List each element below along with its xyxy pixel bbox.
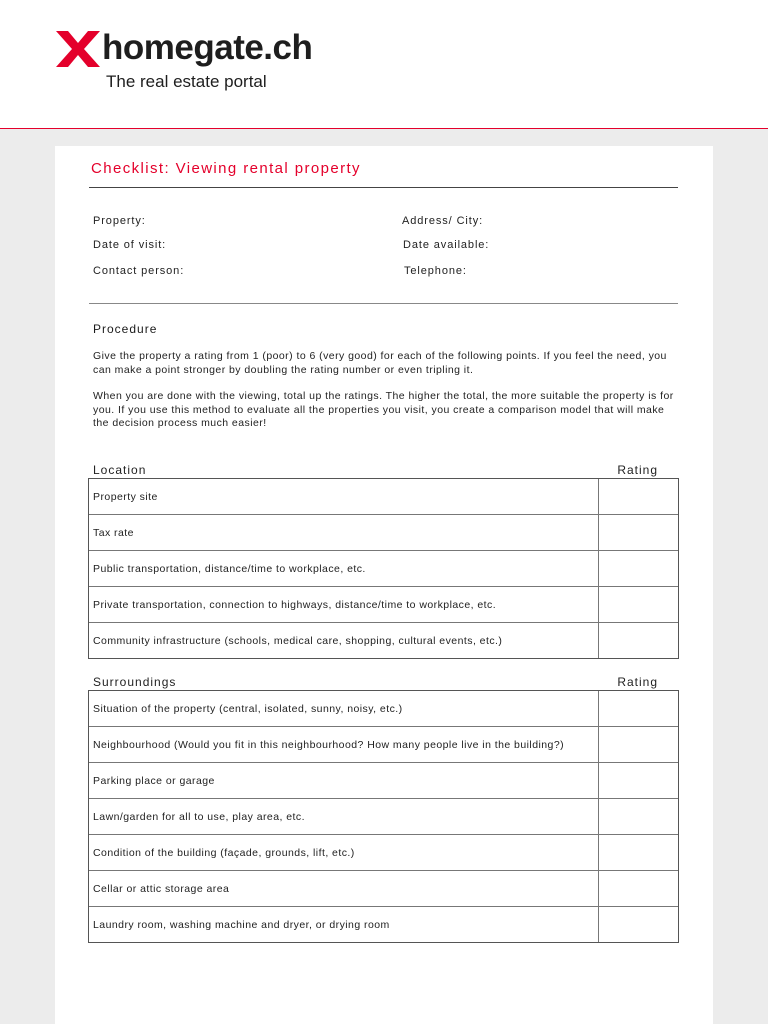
rating-cell[interactable] (598, 479, 678, 514)
rating-cell[interactable] (598, 587, 678, 622)
table-row (89, 835, 678, 871)
checklist-page (55, 146, 713, 1024)
rating-cell[interactable] (598, 551, 678, 586)
procedure-paragraph-2: When you are done with the viewing, total up the ratings. The higher the total, the more suitable the property is for you. If you use this method to evaluate all the properties you visit, you create a comparison model that will make the decision process much easier! (93, 390, 674, 429)
table-row (89, 871, 678, 907)
rating-cell[interactable] (598, 515, 678, 550)
rating-cell[interactable] (598, 623, 678, 658)
location-rating-heading: Rating (617, 463, 658, 477)
property-label: Property: (93, 215, 146, 227)
table-row (89, 479, 678, 515)
contact-person-label: Contact person: (93, 265, 185, 277)
table-row (89, 587, 678, 623)
surroundings-item-label: Condition of the building (façade, grounds, lift, etc.) (93, 846, 355, 859)
rating-cell[interactable] (598, 763, 678, 798)
site-header (0, 0, 768, 129)
location-item-label: Private transportation, connection to highways, distance/time to workplace, etc. (93, 598, 497, 611)
surroundings-item-label: Situation of the property (central, isolated, sunny, noisy, etc.) (93, 702, 403, 715)
date-available-label: Date available: (403, 239, 490, 251)
rating-cell[interactable] (598, 799, 678, 834)
address-city-label: Address/ City: (402, 215, 484, 227)
location-item-label: Property site (93, 490, 158, 503)
table-row (89, 727, 678, 763)
location-item-label: Community infrastructure (schools, medical care, shopping, cultural events, etc.) (93, 634, 503, 647)
brand-name: homegate.ch (102, 28, 313, 67)
procedure-paragraph-1: Give the property a rating from 1 (poor) to 6 (very good) for each of the following points. If you feel the need, you can make a point stronger by doubling the rating number or even tripling it. (93, 350, 667, 376)
title-divider (89, 187, 678, 188)
surroundings-item-label: Parking place or garage (93, 774, 215, 787)
location-item-label: Tax rate (93, 526, 134, 539)
surroundings-item-label: Neighbourhood (Would you fit in this neighbourhood? How many people live in the building?) (93, 738, 565, 751)
surroundings-rating-heading: Rating (617, 675, 658, 689)
page-title: Checklist: Viewing rental property (91, 160, 361, 177)
surroundings-table (88, 690, 679, 943)
surroundings-item-label: Lawn/garden for all to use, play area, etc. (93, 810, 305, 823)
rating-cell[interactable] (598, 871, 678, 906)
brand-tagline: The real estate portal (106, 72, 267, 91)
surroundings-heading: Surroundings (93, 675, 177, 689)
table-row (89, 515, 678, 551)
location-heading: Location (93, 463, 147, 477)
rating-cell[interactable] (598, 691, 678, 726)
table-row (89, 907, 678, 942)
surroundings-item-label: Laundry room, washing machine and dryer, or drying room (93, 918, 390, 931)
surroundings-item-label: Cellar or attic storage area (93, 882, 230, 895)
procedure-heading: Procedure (93, 322, 158, 336)
rating-cell[interactable] (598, 907, 678, 942)
fields-divider (89, 303, 678, 304)
location-item-label: Public transportation, distance/time to workplace, etc. (93, 562, 366, 575)
table-row (89, 799, 678, 835)
rating-cell[interactable] (598, 727, 678, 762)
table-row (89, 623, 678, 658)
table-row (89, 551, 678, 587)
location-table (88, 478, 679, 659)
date-of-visit-label: Date of visit: (93, 239, 167, 251)
table-row (89, 763, 678, 799)
rating-cell[interactable] (598, 835, 678, 870)
x-logo-icon (56, 31, 100, 67)
table-row (89, 691, 678, 727)
telephone-label: Telephone: (404, 265, 467, 277)
